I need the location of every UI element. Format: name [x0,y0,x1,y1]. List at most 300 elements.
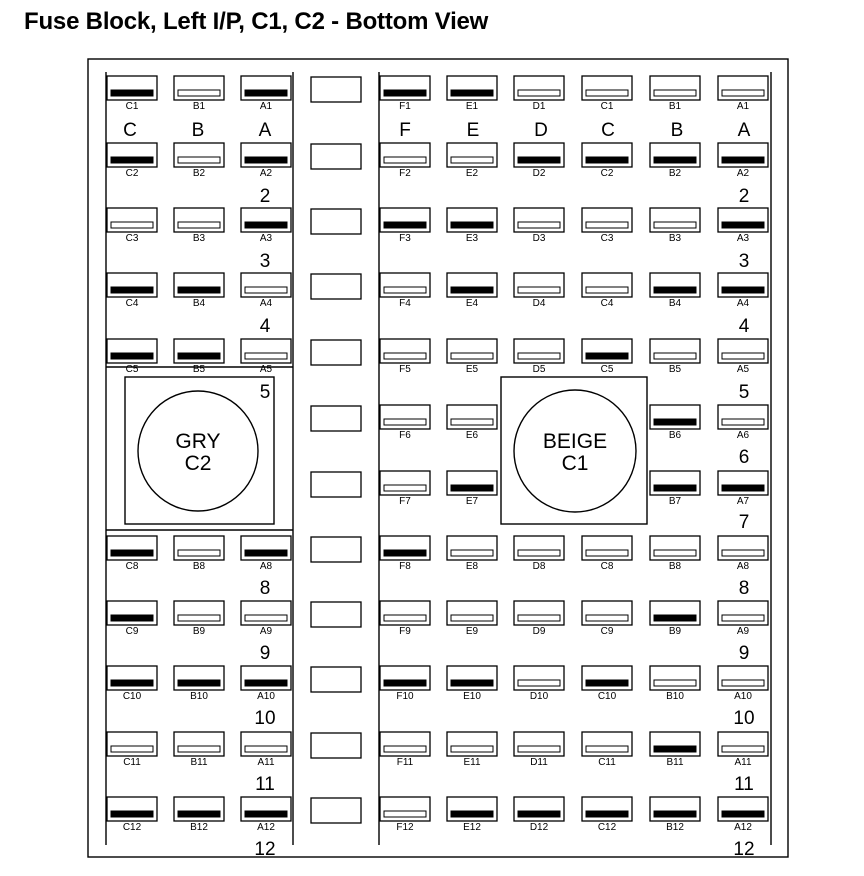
terminal-empty [518,222,560,228]
terminal-filled [654,811,696,817]
c1-cavity-b9 [650,601,700,637]
terminal-filled [178,680,220,686]
cavity-label: E10 [463,691,481,702]
c1-cavity-d10 [514,666,564,702]
cavity-label: A4 [259,298,273,309]
terminal-empty [178,746,220,752]
c1-cavity-d9 [514,601,564,637]
cavity-label: A7 [736,496,750,507]
c1-column-label-f: F [399,120,411,141]
terminal-empty [178,90,220,96]
cavity-label: D1 [532,101,546,112]
c2-row-label-4: 4 [259,316,271,337]
c1-cavity-d4 [514,273,564,309]
center-slot [311,472,361,497]
cavity-label: D9 [532,626,546,637]
cavity-label: B12 [666,822,684,833]
terminal-filled [111,615,153,621]
cavity-label: B10 [666,691,684,702]
c1-cavity-d12 [514,797,564,833]
c1-cavity-a1 [718,76,768,112]
c2-row-label-9: 9 [259,643,271,664]
c2-cavity-b9 [174,601,224,637]
c1-column-label-c: C [601,120,615,141]
center-slot [311,537,361,562]
c1-column-label-b: B [670,120,684,141]
c1-cavity-c12 [582,797,632,833]
c2-row-label-3: 3 [259,251,271,272]
c1-cavity-e6 [447,405,497,441]
c2-cavity-c11 [107,732,157,768]
c1-cavity-e10 [447,666,497,702]
c1-cavity-f5 [380,339,430,375]
cavity-label: A11 [257,757,275,768]
c1-cavity-e8 [447,536,497,572]
terminal-filled [654,287,696,293]
center-slot [311,209,361,234]
cavity-label: A5 [736,364,750,375]
terminal-filled [245,90,287,96]
center-slot [311,602,361,627]
c1-cavity-f4 [380,273,430,309]
c1-cavity-a4 [718,273,768,309]
cavity-label: D8 [532,561,546,572]
cavity-label: E11 [463,757,481,768]
cavity-label: A1 [736,101,750,112]
c1-cavity-f11 [380,732,430,768]
terminal-filled [245,680,287,686]
cavity-label: A3 [736,233,750,244]
c1-color-label: BEIGE [542,430,608,453]
cavity-label: B1 [192,101,206,112]
terminal-filled [518,157,560,163]
terminal-empty [654,90,696,96]
c1-cavity-b7 [650,471,700,507]
c2-cavity-a3 [241,208,291,244]
terminal-empty [518,615,560,621]
c2-row-label-12: 12 [254,839,276,860]
c1-cavity-f1 [380,76,430,112]
c2-cavity-a2 [241,143,291,179]
cavity-label: C3 [125,233,139,244]
terminal-empty [245,353,287,359]
c1-cavity-f3 [380,208,430,244]
c2-cavity-a12 [241,797,291,833]
c1-cavity-b2 [650,143,700,179]
c1-cavity-c2 [582,143,632,179]
c2-cavity-b11 [174,732,224,768]
terminal-filled [245,550,287,556]
c2-cavity-c2 [107,143,157,179]
terminal-filled [178,353,220,359]
cavity-label: E5 [465,364,479,375]
cavity-label: C1 [600,101,614,112]
c1-row-label-3: 3 [738,251,750,272]
c1-column-label-a: A [737,120,751,141]
center-slot [311,406,361,431]
c1-cavity-f7 [380,471,430,507]
cavity-label: A6 [736,430,750,441]
cavity-label: E6 [465,430,479,441]
c1-cavity-a7 [718,471,768,507]
cavity-label: C8 [125,561,139,572]
terminal-filled [111,353,153,359]
terminal-empty [111,222,153,228]
cavity-label: C8 [600,561,614,572]
c2-row-label-8: 8 [259,578,271,599]
c2-cavity-c9 [107,601,157,637]
c1-cavity-d1 [514,76,564,112]
cavity-label: F4 [399,298,411,309]
c1-cavity-b3 [650,208,700,244]
terminal-filled [654,485,696,491]
c1-row-label-4: 4 [738,316,750,337]
cavity-label: F6 [399,430,411,441]
c2-cavity-b2 [174,143,224,179]
cavity-label: B11 [666,757,684,768]
c1-cavity-a2 [718,143,768,179]
terminal-filled [245,157,287,163]
c1-cavity-e5 [447,339,497,375]
c1-row-label-7: 7 [738,512,750,533]
c1-row-label-6: 6 [738,447,750,468]
c2-cavity-b4 [174,273,224,309]
cavity-label: C11 [123,757,141,768]
cavity-label: D12 [529,822,549,833]
cavity-label: C4 [600,298,614,309]
cavity-label: B2 [668,168,682,179]
c2-cavity-c12 [107,797,157,833]
c1-cavity-a6 [718,405,768,441]
c1-cavity-c5 [582,339,632,375]
terminal-empty [384,157,426,163]
terminal-empty [384,746,426,752]
terminal-empty [384,287,426,293]
terminal-filled [111,550,153,556]
terminal-filled [586,811,628,817]
c1-cavity-a12 [718,797,768,833]
terminal-empty [518,90,560,96]
terminal-empty [722,90,764,96]
c2-connector-label: C2 [184,452,212,475]
c1-cavity-a8 [718,536,768,572]
c2-cavity-c4 [107,273,157,309]
terminal-empty [722,746,764,752]
terminal-empty [654,550,696,556]
c1-cavity-e3 [447,208,497,244]
terminal-filled [586,353,628,359]
cavity-label: D5 [532,364,546,375]
cavity-label: D11 [530,757,548,768]
c1-row-label-12: 12 [733,839,755,860]
page-title: Fuse Block, Left I/P, C1, C2 - Bottom View [24,8,489,35]
c1-cavity-e12 [447,797,497,833]
c1-cavity-f12 [380,797,430,833]
c1-cavity-e11 [447,732,497,768]
cavity-label: B11 [190,757,208,768]
c1-row-label-8: 8 [738,578,750,599]
c1-cavity-e7 [447,471,497,507]
cavity-label: A4 [736,298,750,309]
c1-cavity-c11 [582,732,632,768]
c1-cavity-b8 [650,536,700,572]
center-slot [311,667,361,692]
c1-cavity-c4 [582,273,632,309]
cavity-label: B10 [190,691,208,702]
c1-cavity-b10 [650,666,700,702]
c2-column-label-a: A [258,120,272,141]
cavity-label: B5 [668,364,682,375]
cavity-label: C12 [122,822,142,833]
c1-column-label-e: E [466,120,480,141]
cavity-label: F7 [399,496,411,507]
cavity-label: E7 [465,496,479,507]
cavity-label: C5 [600,364,614,375]
cavity-label: C10 [597,691,617,702]
cavity-label: C11 [598,757,616,768]
terminal-empty [451,419,493,425]
c1-cavity-b6 [650,405,700,441]
c1-cavity-d8 [514,536,564,572]
terminal-filled [384,550,426,556]
c2-cavity-a9 [241,601,291,637]
c1-cavity-c8 [582,536,632,572]
center-slot [311,733,361,758]
c1-cavity-b12 [650,797,700,833]
cavity-label: C10 [122,691,142,702]
terminal-filled [245,222,287,228]
c2-column-label-c: C [123,120,137,141]
c1-cavity-b11 [650,732,700,768]
terminal-filled [178,287,220,293]
c1-cavity-f10 [380,666,430,702]
terminal-empty [451,615,493,621]
c1-cavity-e2 [447,143,497,179]
c1-cavity-f6 [380,405,430,441]
cavity-label: E9 [465,626,479,637]
terminal-filled [722,222,764,228]
c2-cavity-b1 [174,76,224,112]
terminal-filled [722,811,764,817]
terminal-filled [451,680,493,686]
c1-cavity-c3 [582,208,632,244]
cavity-label: B9 [668,626,682,637]
c1-cavity-d5 [514,339,564,375]
terminal-filled [178,811,220,817]
c1-cavity-a11 [718,732,768,768]
cavity-label: E8 [465,561,479,572]
terminal-filled [722,157,764,163]
center-slot [311,274,361,299]
c1-cavity-d3 [514,208,564,244]
terminal-empty [586,90,628,96]
c1-cavity-a5 [718,339,768,375]
cavity-label: B3 [668,233,682,244]
terminal-empty [586,550,628,556]
c1-row-label-9: 9 [738,643,750,664]
terminal-filled [111,287,153,293]
terminal-empty [654,353,696,359]
terminal-empty [722,550,764,556]
cavity-label: C2 [125,168,139,179]
c2-row-label-2: 2 [259,186,271,207]
cavity-label: B7 [668,496,682,507]
cavity-label: A1 [259,101,273,112]
cavity-label: E1 [465,101,479,112]
c1-cavity-a3 [718,208,768,244]
c2-cavity-a8 [241,536,291,572]
c2-cavity-b8 [174,536,224,572]
cavity-label: C9 [125,626,139,637]
c2-cavity-c8 [107,536,157,572]
cavity-label: B8 [668,561,682,572]
c2-color-label: GRY [175,430,221,453]
c1-column-label-d: D [534,120,548,141]
c1-cavity-c1 [582,76,632,112]
c1-cavity-b5 [650,339,700,375]
cavity-label: B12 [190,822,208,833]
c2-cavity-c5 [107,339,157,375]
terminal-filled [384,680,426,686]
terminal-filled [586,157,628,163]
terminal-empty [722,353,764,359]
cavity-label: F5 [399,364,411,375]
terminal-empty [586,287,628,293]
terminal-empty [518,550,560,556]
c2-row-5-label: 5 [259,382,271,403]
terminal-empty [518,680,560,686]
terminal-filled [654,419,696,425]
cavity-label: C2 [600,168,614,179]
c1-cavity-d2 [514,143,564,179]
terminal-filled [451,287,493,293]
terminal-empty [451,353,493,359]
terminal-filled [384,90,426,96]
c1-cavity-e9 [447,601,497,637]
cavity-label: A10 [734,691,752,702]
cavity-label: A11 [734,757,752,768]
cavity-label: A3 [259,233,273,244]
terminal-filled [654,157,696,163]
cavity-label: A9 [259,626,273,637]
cavity-label: A5 [259,364,273,375]
terminal-empty [654,222,696,228]
cavity-label: D10 [529,691,549,702]
cavity-label: A8 [736,561,750,572]
c2-row-label-10: 10 [254,708,276,729]
terminal-empty [722,615,764,621]
c2-cavity-a11 [241,732,291,768]
cavity-label: A10 [257,691,275,702]
terminal-filled [111,157,153,163]
c1-cavity-e4 [447,273,497,309]
terminal-empty [654,680,696,686]
terminal-filled [654,746,696,752]
terminal-empty [245,746,287,752]
terminal-empty [518,287,560,293]
c1-row-label-10: 10 [733,708,755,729]
terminal-filled [111,680,153,686]
terminal-filled [384,222,426,228]
cavity-label: F12 [396,822,414,833]
c2-column-label-b: B [191,120,205,141]
cavity-label: D4 [532,298,546,309]
terminal-filled [451,811,493,817]
terminal-empty [451,157,493,163]
terminal-filled [722,485,764,491]
c1-row-label-2: 2 [738,186,750,207]
cavity-label: F10 [396,691,414,702]
terminal-empty [586,222,628,228]
c1-connector-label: C1 [561,452,589,475]
cavity-label: F1 [399,101,411,112]
cavity-label: C4 [125,298,139,309]
terminal-empty [178,222,220,228]
cavity-label: C3 [600,233,614,244]
cavity-label: E4 [465,298,479,309]
terminal-empty [518,746,560,752]
c1-cavity-b4 [650,273,700,309]
c1-cavity-d11 [514,732,564,768]
c1-row-label-11: 11 [734,774,754,795]
c2-cavity-b10 [174,666,224,702]
terminal-empty [245,615,287,621]
cavity-label: E3 [465,233,479,244]
cavity-label: F11 [396,757,414,768]
terminal-empty [384,419,426,425]
terminal-empty [245,287,287,293]
c1-cavity-a9 [718,601,768,637]
terminal-filled [111,811,153,817]
c1-cavity-f2 [380,143,430,179]
terminal-filled [111,90,153,96]
terminal-filled [451,90,493,96]
terminal-filled [518,811,560,817]
c2-cavity-b5 [174,339,224,375]
terminal-empty [722,419,764,425]
c2-cavity-c10 [107,666,157,702]
c2-cavity-a1 [241,76,291,112]
c2-cavity-a5 [241,339,291,375]
c1-cavity-b1 [650,76,700,112]
cavity-label: D3 [532,233,546,244]
terminal-empty [178,615,220,621]
terminal-empty [178,157,220,163]
cavity-label: C1 [125,101,139,112]
c1-cavity-a10 [718,666,768,702]
c1-cavity-f9 [380,601,430,637]
c2-cavity-c3 [107,208,157,244]
cavity-label: A2 [259,168,273,179]
cavity-label: C5 [125,364,139,375]
cavity-label: B6 [668,430,682,441]
cavity-label: C9 [600,626,614,637]
terminal-filled [451,485,493,491]
cavity-label: B9 [192,626,206,637]
c2-cavity-a10 [241,666,291,702]
terminal-empty [586,615,628,621]
c1-cavity-c10 [582,666,632,702]
terminal-empty [178,550,220,556]
terminal-empty [451,746,493,752]
terminal-filled [722,287,764,293]
terminal-empty [384,485,426,491]
c2-row-label-11: 11 [255,774,275,795]
terminal-empty [586,746,628,752]
cavity-label: B5 [192,364,206,375]
cavity-label: E12 [463,822,481,833]
cavity-label: B4 [668,298,682,309]
